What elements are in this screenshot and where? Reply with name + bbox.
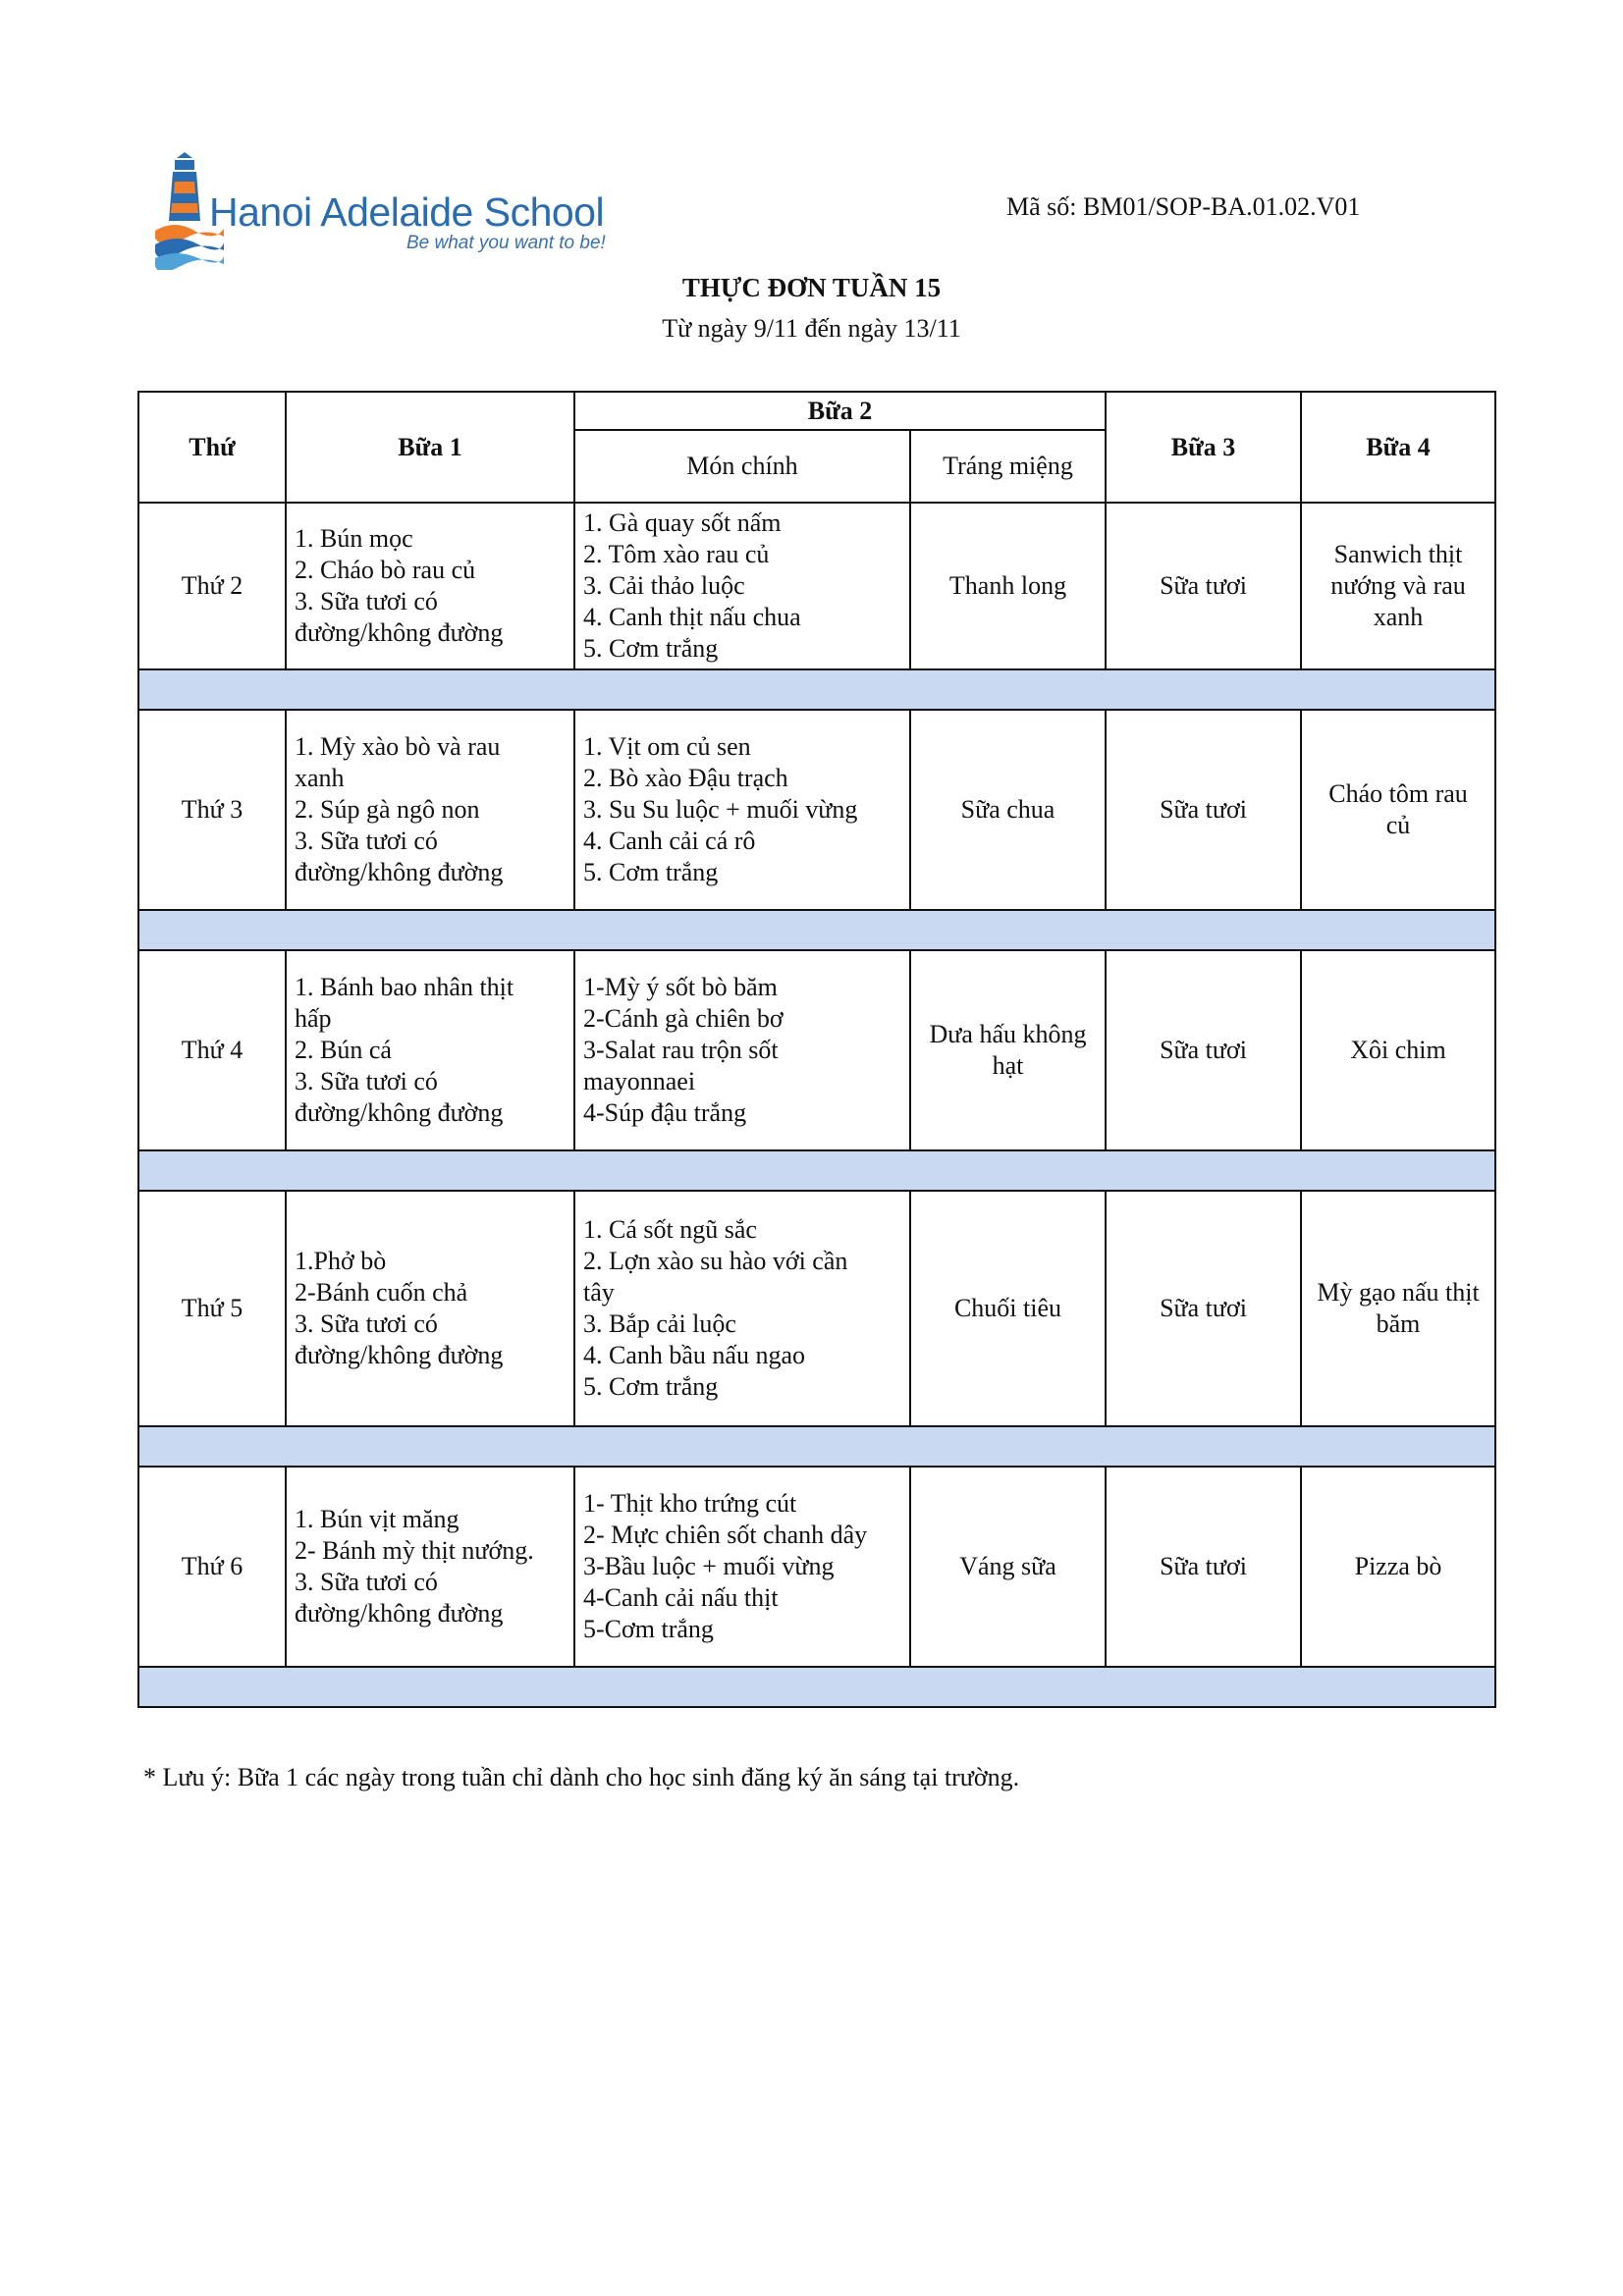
meal1-cell-line: 1. Bún mọc <box>295 524 413 553</box>
header-dessert: Tráng miệng <box>910 430 1106 503</box>
main-dish-cell-line: 2. Lợn xào su hào với cần <box>583 1247 848 1275</box>
meal1-cell-line: 3. Sữa tươi có <box>295 1067 438 1095</box>
day-cell: Thứ 6 <box>138 1467 286 1667</box>
main-dish-cell-line: 4-Súp đậu trắng <box>583 1098 747 1127</box>
separator-cell <box>138 1150 1495 1191</box>
main-dish-cell-line: 2. Tôm xào rau củ <box>583 540 770 568</box>
main-dish-cell-line: 4-Canh cải nấu thịt <box>583 1583 779 1612</box>
dessert-cell-line: hạt <box>992 1051 1024 1080</box>
separator-row <box>138 1150 1495 1191</box>
meal1-cell-line: 3. Sữa tươi có <box>295 1568 438 1596</box>
day-cell: Thứ 5 <box>138 1191 286 1426</box>
meal1-cell-line: 2. Bún cá <box>295 1036 392 1064</box>
meal3-cell: Sữa tươi <box>1106 503 1301 669</box>
dessert-cell-line: Sữa chua <box>960 795 1055 824</box>
meal1-cell <box>286 950 574 1150</box>
meal3-cell: Sữa tươi <box>1106 710 1301 910</box>
separator-cell <box>138 1426 1495 1467</box>
meal1-cell-line: 3. Sữa tươi có <box>295 587 438 615</box>
meal4-cell <box>1301 710 1495 910</box>
meal4-cell-line: Mỳ gạo nấu thịt <box>1317 1278 1480 1307</box>
meal1-cell-line: xanh <box>295 764 345 792</box>
separator-cell <box>138 910 1495 950</box>
meal1-cell <box>286 1467 574 1667</box>
main-dish-cell-line: 2-Cánh gà chiên bơ <box>583 1004 784 1033</box>
main-dish-cell-line: 2. Bò xào Đậu trạch <box>583 764 788 792</box>
separator-cell <box>138 669 1495 710</box>
table-row <box>138 503 1495 669</box>
main-dish-cell <box>574 1191 910 1426</box>
dessert-cell <box>910 710 1106 910</box>
separator-cell <box>138 1667 1495 1707</box>
document-code: Mã số: BM01/SOP-BA.01.02.V01 <box>1006 192 1361 221</box>
meal1-cell-line: 2-Bánh cuốn chả <box>295 1278 468 1307</box>
table-row <box>138 1191 1495 1426</box>
meal3-cell: Sữa tươi <box>1106 1467 1301 1667</box>
meal1-cell-line: đường/không đường <box>295 1341 504 1369</box>
meal1-cell-line: 2. Súp gà ngô non <box>295 795 480 824</box>
meal1-cell-line: đường/không đường <box>295 1098 504 1127</box>
dessert-cell-line: Chuối tiêu <box>953 1294 1062 1322</box>
main-dish-cell-line: 4. Canh cải cá rô <box>583 827 756 855</box>
main-dish-cell-line: 5. Cơm trắng <box>583 634 719 663</box>
page-title: THỰC ĐƠN TUẦN 15 <box>681 273 942 302</box>
day-cell: Thứ 2 <box>138 503 286 669</box>
header-meal1: Bữa 1 <box>286 392 574 503</box>
meal4-cell-line: củ <box>1385 811 1411 839</box>
meal1-cell-line: 3. Sữa tươi có <box>295 827 438 855</box>
meal3-cell: Sữa tươi <box>1106 950 1301 1150</box>
meal4-cell <box>1301 950 1495 1150</box>
meal1-cell <box>286 710 574 910</box>
main-dish-cell-line: 5. Cơm trắng <box>583 1372 719 1401</box>
meal4-cell-line: xanh <box>1373 603 1424 631</box>
meal4-cell-line: Xôi chim <box>1350 1036 1446 1064</box>
meal4-cell <box>1301 1191 1495 1426</box>
main-dish-cell-line: 1. Vịt om củ sen <box>583 732 751 761</box>
header-meal4: Bữa 4 <box>1301 392 1495 503</box>
main-dish-cell-line: 1- Thịt kho trứng cút <box>583 1489 797 1518</box>
meal1-cell-line: đường/không đường <box>295 1599 504 1628</box>
meal4-cell <box>1301 1467 1495 1667</box>
meal4-cell-line: Cháo tôm rau <box>1328 779 1468 808</box>
day-cell: Thứ 3 <box>138 710 286 910</box>
separator-row <box>138 1667 1495 1707</box>
header-meal3: Bữa 3 <box>1106 392 1301 503</box>
meal4-cell-line: Sanwich thịt <box>1333 540 1463 568</box>
dessert-cell-line: Váng sữa <box>959 1552 1056 1580</box>
meal4-cell <box>1301 503 1495 669</box>
header-meal2: Bữa 2 <box>574 392 1106 430</box>
dessert-cell-line: Thanh long <box>948 571 1067 600</box>
dessert-cell <box>910 1467 1106 1667</box>
main-dish-cell-line: 1. Cá sốt ngũ sắc <box>583 1215 757 1244</box>
meal3-cell: Sữa tươi <box>1106 1191 1301 1426</box>
main-dish-cell-line: 3-Salat rau trộn sốt <box>583 1036 779 1064</box>
school-logo <box>155 152 617 270</box>
meal1-cell-line: hấp <box>295 1004 332 1033</box>
meal1-cell-line: 1. Mỳ xào bò và rau <box>295 732 501 761</box>
main-dish-cell-line: mayonnaei <box>583 1067 696 1095</box>
header-main-dish: Món chính <box>574 430 910 503</box>
meal1-cell <box>286 1191 574 1426</box>
footnote: * Lưu ý: Bữa 1 các ngày trong tuần chỉ dành cho học sinh đăng ký ăn sáng tại trường. <box>143 1763 1020 1791</box>
meal1-cell-line: 1. Bún vịt măng <box>295 1505 460 1533</box>
main-dish-cell-line: 3-Bầu luộc + muối vừng <box>583 1552 835 1580</box>
main-dish-cell-line: 3. Su Su luộc + muối vừng <box>583 795 858 824</box>
main-dish-cell-line: 3. Bắp cải luộc <box>583 1309 736 1338</box>
logo-name: Hanoi Adelaide School <box>209 189 605 235</box>
table-row <box>138 1467 1495 1667</box>
meal1-cell-line: đường/không đường <box>295 618 504 647</box>
menu-table <box>137 391 1496 1708</box>
meal1-cell-line: 1.Phở bò <box>295 1247 387 1275</box>
main-dish-cell-line: 5. Cơm trắng <box>583 858 719 886</box>
header-day: Thứ <box>138 392 286 503</box>
table-row <box>138 950 1495 1150</box>
separator-row <box>138 669 1495 710</box>
main-dish-cell-line: 4. Canh bầu nấu ngao <box>583 1341 806 1369</box>
meal4-cell-line: băm <box>1376 1309 1421 1338</box>
page-subtitle: Từ ngày 9/11 đến ngày 13/11 <box>662 314 961 343</box>
main-dish-cell-line: 4. Canh thịt nấu chua <box>583 603 801 631</box>
header-row <box>138 392 1495 430</box>
meal4-cell-line: Pizza bò <box>1354 1552 1442 1580</box>
main-dish-cell <box>574 503 910 669</box>
main-dish-cell-line: 1-Mỳ ý sốt bò băm <box>583 973 778 1001</box>
main-dish-cell-line: 5-Cơm trắng <box>583 1615 714 1643</box>
day-cell: Thứ 4 <box>138 950 286 1150</box>
meal4-cell-line: nướng và rau <box>1330 571 1466 600</box>
meal1-cell-line: 2. Cháo bò rau củ <box>295 556 476 584</box>
logo-tagline: Be what you want to be! <box>406 233 606 253</box>
table-row <box>138 710 1495 910</box>
dessert-cell <box>910 950 1106 1150</box>
main-dish-cell-line: 3. Cải thảo luộc <box>583 571 745 600</box>
meal1-cell-line: đường/không đường <box>295 858 504 886</box>
main-dish-cell <box>574 950 910 1150</box>
dessert-cell <box>910 1191 1106 1426</box>
meal1-cell-line: 3. Sữa tươi có <box>295 1309 438 1338</box>
main-dish-cell <box>574 1467 910 1667</box>
main-dish-cell <box>574 710 910 910</box>
separator-row <box>138 1426 1495 1467</box>
main-dish-cell-line: 2- Mực chiên sốt chanh dây <box>583 1521 868 1549</box>
main-dish-cell-line: tây <box>583 1278 615 1307</box>
separator-row <box>138 910 1495 950</box>
dessert-cell-line: Dưa hấu không <box>929 1020 1087 1048</box>
meal1-cell-line: 1. Bánh bao nhân thịt <box>295 973 514 1001</box>
meal1-cell-line: 2- Bánh mỳ thịt nướng. <box>295 1536 534 1565</box>
main-dish-cell-line: 1. Gà quay sốt nấm <box>583 508 782 537</box>
meal1-cell <box>286 503 574 669</box>
dessert-cell <box>910 503 1106 669</box>
